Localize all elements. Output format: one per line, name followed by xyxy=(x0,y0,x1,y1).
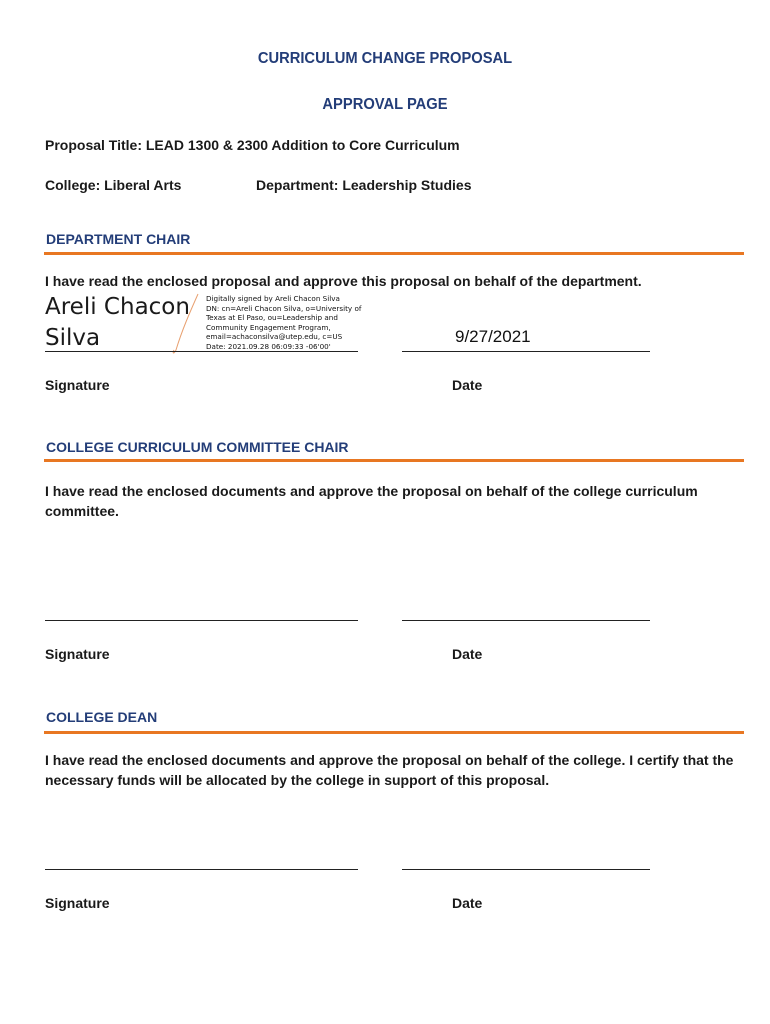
section-divider xyxy=(44,731,744,734)
document-subtitle: APPROVAL PAGE xyxy=(322,96,448,113)
date-label: Date xyxy=(452,895,483,911)
date-line[interactable] xyxy=(402,869,650,870)
signature-line[interactable] xyxy=(45,869,358,870)
date-label: Date xyxy=(452,646,483,662)
section-divider xyxy=(44,252,744,255)
document-title: CURRICULUM CHANGE PROPOSAL xyxy=(257,50,513,67)
department-chair-statement: I have read the enclosed proposal and approve this proposal on behalf of the department. xyxy=(45,273,642,289)
digital-signature-line: Digitally signed by Areli Chacon Silva xyxy=(206,294,340,303)
college-field: College: Liberal Arts xyxy=(45,177,182,193)
committee-chair-statement: I have read the enclosed documents and approve the proposal on behalf of the college curriculum committee. xyxy=(45,483,698,519)
date-line xyxy=(402,351,650,352)
proposal-title: Proposal Title: LEAD 1300 & 2300 Addition to Core Curriculum xyxy=(45,137,460,153)
section-heading-committee-chair: COLLEGE CURRICULUM COMMITTEE CHAIR xyxy=(46,439,349,455)
college-dean-statement: I have read the enclosed documents and approve the proposal on behalf of the college. I certify that the necessary funds will be allocated by the college in support of this proposal. xyxy=(45,752,734,788)
digital-signature-block xyxy=(206,294,376,352)
signer-name-line2: Silva xyxy=(45,325,101,351)
department-field: Department: Leadership Studies xyxy=(256,177,472,193)
date-line[interactable] xyxy=(402,620,650,621)
signature-line[interactable] xyxy=(45,620,358,621)
date-value: 9/27/2021 xyxy=(455,327,531,346)
date-label: Date xyxy=(452,377,483,393)
digital-signature-line: Community Engagement Program, xyxy=(206,322,331,332)
signer-name-line1: Areli Chacon xyxy=(45,294,190,320)
signature-label: Signature xyxy=(45,646,110,662)
digital-signature-line: Date: 2021.09.28 06:09:33 -06'00' xyxy=(206,341,331,351)
section-heading-department-chair: DEPARTMENT CHAIR xyxy=(46,231,191,247)
signature-label: Signature xyxy=(45,895,110,911)
digital-signature-line: Texas at El Paso, ou=Leadership and xyxy=(206,313,338,323)
digital-signature-line: email=achaconsilva@utep.edu, c=US xyxy=(206,332,343,342)
signature-flourish xyxy=(168,292,204,356)
signature-label: Signature xyxy=(45,377,110,393)
signature-line xyxy=(45,351,358,352)
digital-signature-line: DN: cn=Areli Chacon Silva, o=University of xyxy=(206,303,362,313)
section-heading-college-dean: COLLEGE DEAN xyxy=(46,709,158,725)
section-divider xyxy=(44,459,744,462)
